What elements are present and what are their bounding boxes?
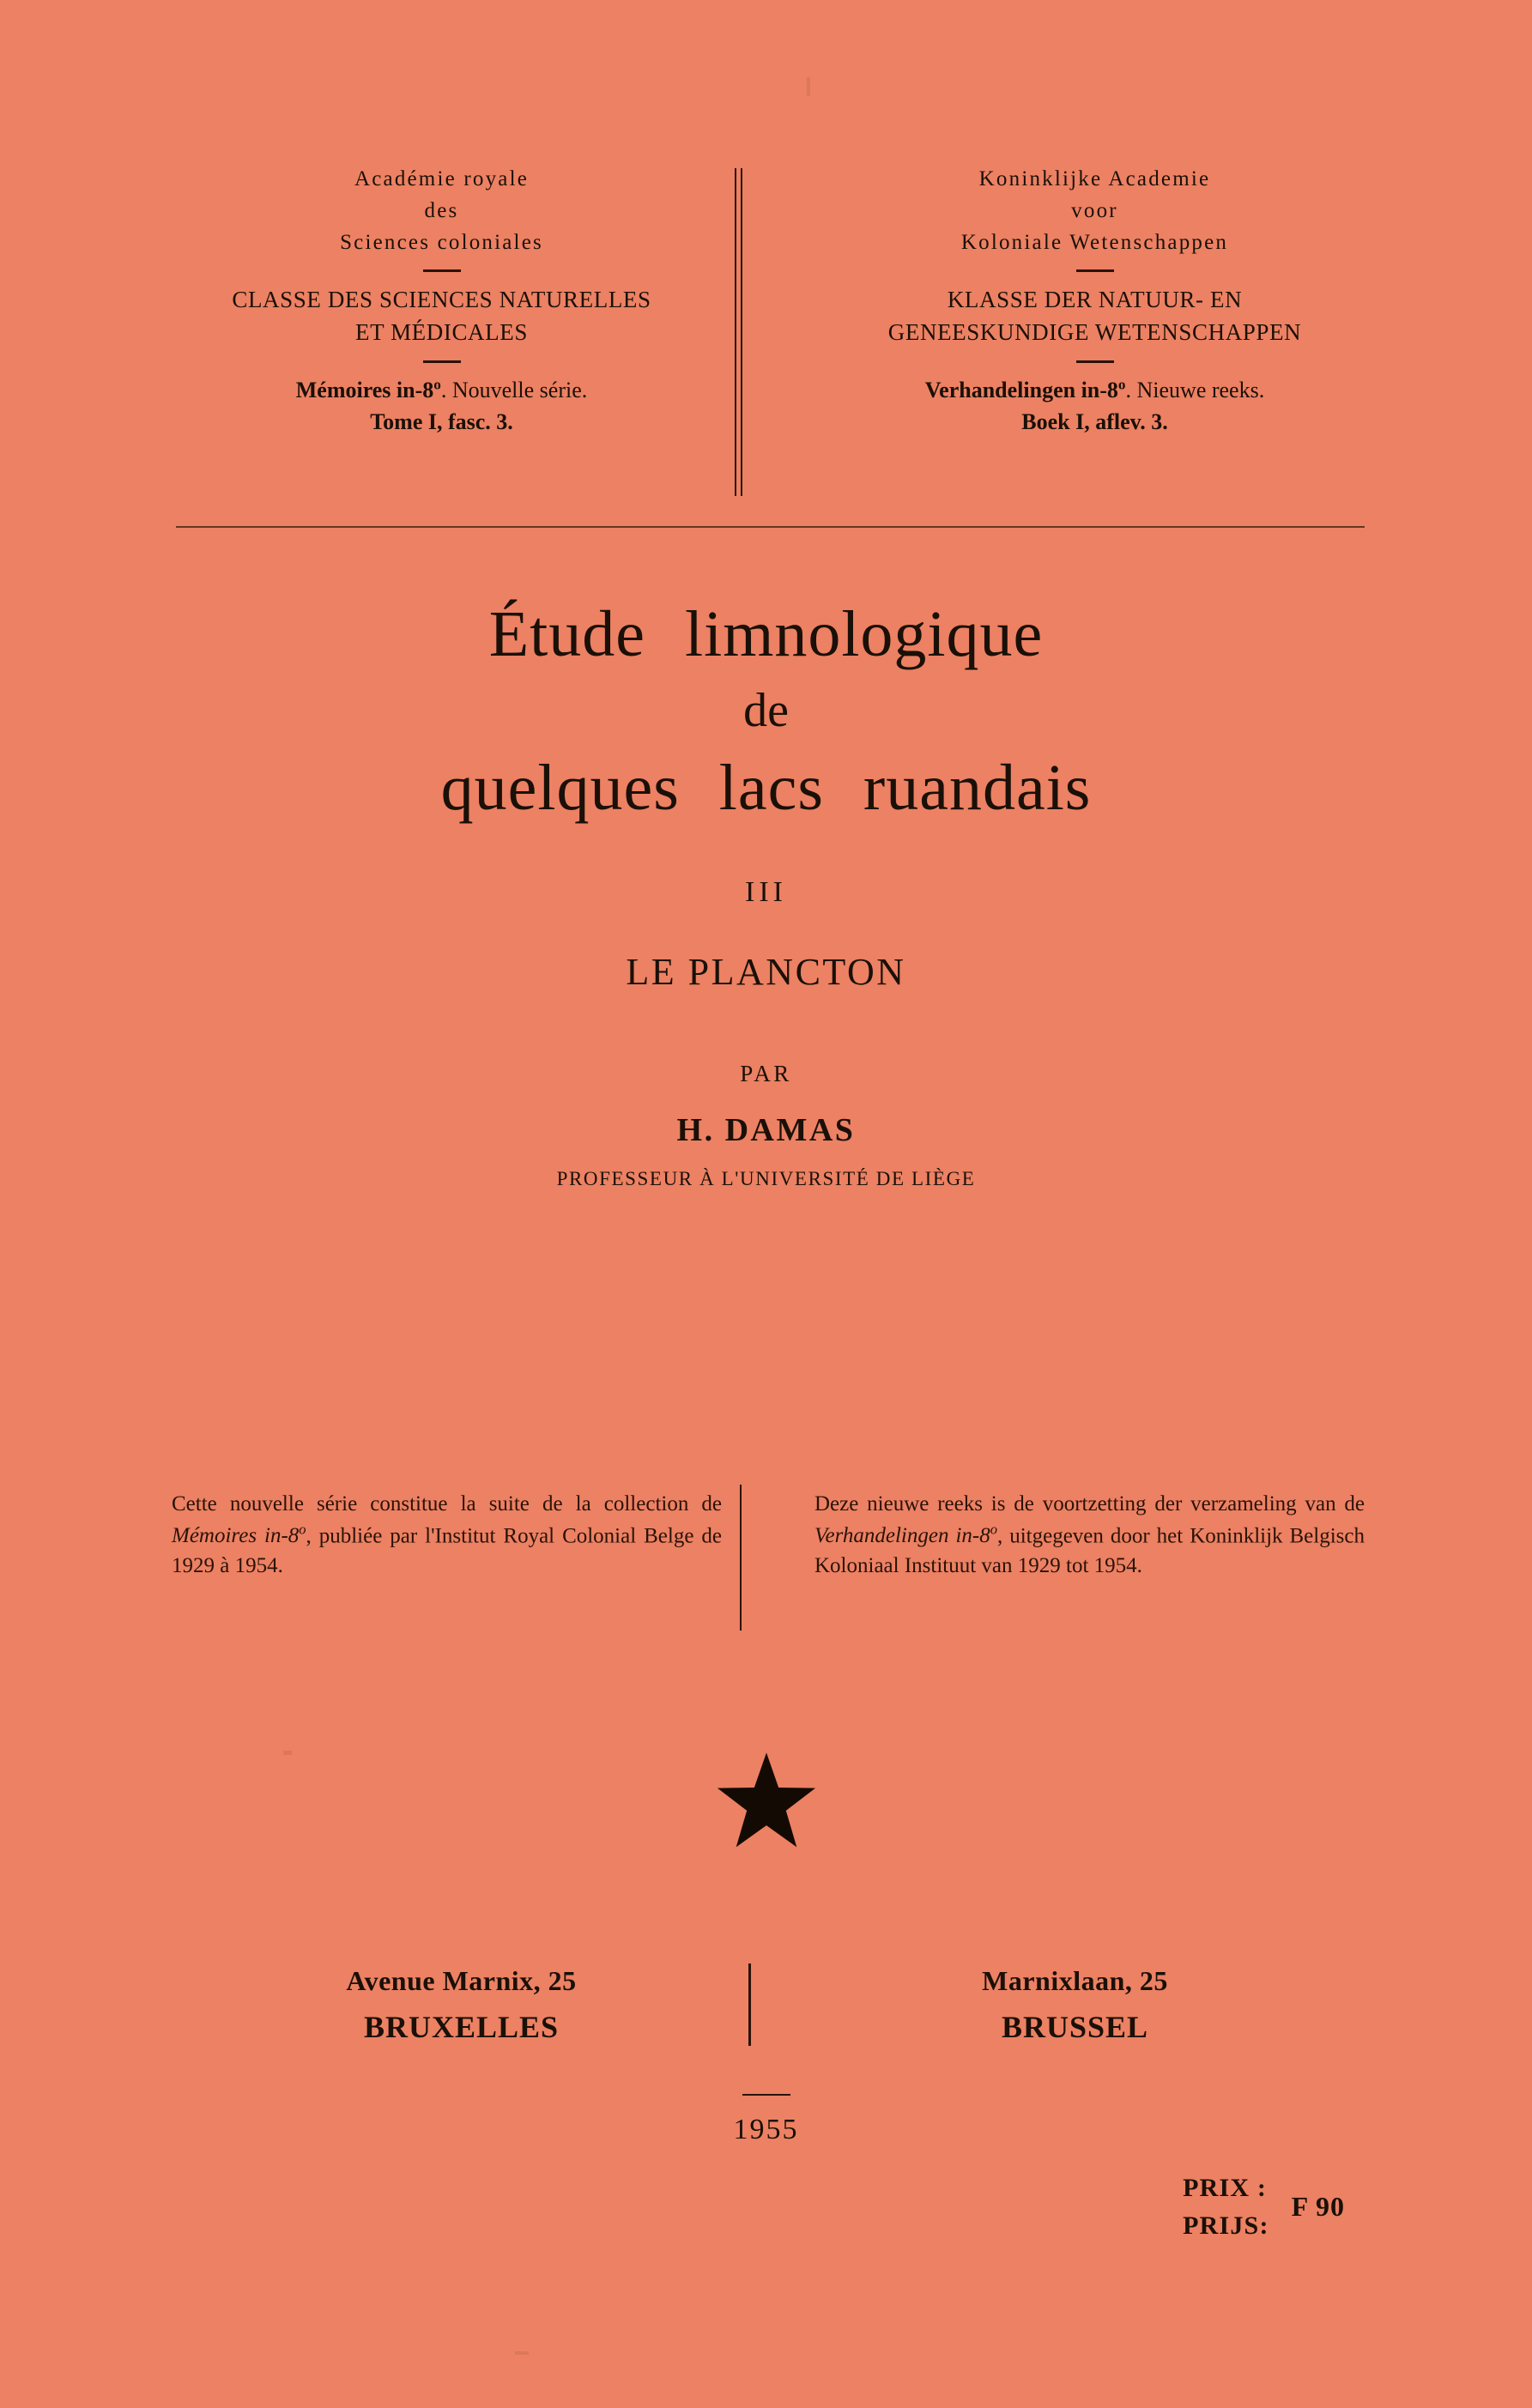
series-label-fr: Mémoires in-8 — [295, 377, 434, 402]
academy-name-nl — [808, 163, 1382, 258]
paper-speck — [283, 1751, 292, 1755]
series-suffix-fr: . Nouvelle série. — [440, 377, 588, 402]
masthead — [154, 163, 1382, 439]
rule-separator — [423, 360, 461, 363]
title-line-1: Étude limnologique — [488, 598, 1044, 670]
note-french-italic-text: Mémoires in-8 — [172, 1523, 300, 1547]
star-icon — [715, 1751, 818, 1854]
series-info-fr — [154, 374, 729, 439]
academy-line-1-fr: Académie royale — [354, 167, 530, 191]
title-line-2: quelques lacs ruandais — [440, 752, 1092, 825]
title-block — [0, 598, 1532, 1190]
series-sup-fr: o — [433, 376, 441, 392]
class-line-2-fr: ET MÉDICALES — [355, 319, 528, 346]
note-dutch — [768, 1489, 1365, 1582]
academy-line-3-nl: Koloniale Wetenschappen — [960, 231, 1229, 254]
rule-separator — [1076, 269, 1114, 272]
year-rule — [742, 2094, 790, 2096]
series-line-2-nl: Boek I, aflev. 3. — [1021, 409, 1168, 435]
note-dutch-part-1: Deze nieuwe reeks is de voortzetting der verzameling van de — [814, 1492, 1365, 1516]
series-info-nl — [808, 374, 1382, 439]
academy-line-3-fr: Sciences coloniales — [340, 231, 543, 254]
volume-numeral: III — [745, 875, 787, 908]
price-value: F 90 — [1291, 2191, 1345, 2222]
rule-separator — [1076, 360, 1114, 363]
masthead-bottom-rule — [176, 526, 1365, 528]
note-dutch-italic-text: Verhandelingen in-8 — [814, 1523, 990, 1547]
notes-block — [172, 1489, 1365, 1582]
price-block — [1183, 2169, 1345, 2244]
title-connector: de — [743, 683, 789, 737]
academy-line-2-nl: voor — [1071, 199, 1118, 222]
publication-year: 1955 — [733, 2114, 799, 2145]
price-labels — [1183, 2169, 1269, 2244]
paper-speck — [807, 77, 810, 96]
note-dutch-italic — [814, 1521, 997, 1547]
note-dutch-italic-sup: o — [990, 1521, 997, 1538]
series-line-2-fr: Tome I, fasc. 3. — [370, 409, 513, 435]
series-line-1-fr — [154, 374, 729, 407]
by-label: PAR — [740, 1060, 792, 1086]
rule-separator — [423, 269, 461, 272]
imprint-street-fr: Avenue Marnix, 25 — [346, 1965, 577, 1996]
note-french-part-2: , publiée par l'Institut Royal Colonial Belge de 1929 à 1954. — [172, 1523, 722, 1578]
note-french — [172, 1489, 768, 1582]
imprint-street-nl: Marnixlaan, 25 — [982, 1965, 1168, 1996]
masthead-column-french — [154, 163, 768, 439]
masthead-column-dutch — [768, 163, 1382, 439]
class-line-1-nl: KLASSE DER NATUUR- EN — [947, 287, 1243, 312]
price-label-nl: PRIJS: — [1183, 2211, 1269, 2240]
author-affiliation: PROFESSEUR À L'UNIVERSITÉ DE LIÈGE — [556, 1167, 976, 1189]
class-name-nl — [808, 283, 1382, 349]
academy-name-fr — [154, 163, 729, 258]
class-line-1-fr: CLASSE DES SCIENCES NATURELLES — [232, 287, 651, 312]
note-french-part-1: Cette nouvelle série constitue la suite de la collection de — [172, 1492, 722, 1516]
paper-speck — [515, 2351, 529, 2355]
series-suffix-nl: . Nieuwe reeks. — [1125, 377, 1265, 402]
note-french-italic — [172, 1521, 306, 1547]
note-french-italic-sup: o — [299, 1521, 306, 1538]
imprint-french — [154, 1965, 768, 2045]
note-dutch-part-2: , uitgegeven door het Koninklijk Belgisch Koloniaal Instituut van 1929 tot 1954. — [814, 1523, 1365, 1578]
imprint-block — [154, 1965, 1382, 2045]
price-label-fr: PRIX : — [1183, 2174, 1268, 2202]
class-name-fr — [154, 283, 729, 349]
academy-line-2-fr: des — [424, 199, 459, 222]
imprint-dutch — [768, 1965, 1382, 2045]
class-line-2-nl: GENEESKUNDIGE WETENSCHAPPEN — [887, 319, 1302, 346]
series-label-nl: Verhandelingen in-8 — [924, 377, 1118, 402]
series-line-1-nl — [808, 374, 1382, 407]
series-sup-nl: o — [1117, 376, 1126, 392]
author-name: H. DAMAS — [676, 1111, 856, 1148]
imprint-city-nl: BRUSSEL — [1001, 2010, 1149, 2044]
academy-line-1-nl: Koninklijke Academie — [978, 167, 1211, 191]
imprint-city-fr: BRUXELLES — [363, 2010, 560, 2044]
subtitle: LE PLANCTON — [626, 950, 906, 993]
